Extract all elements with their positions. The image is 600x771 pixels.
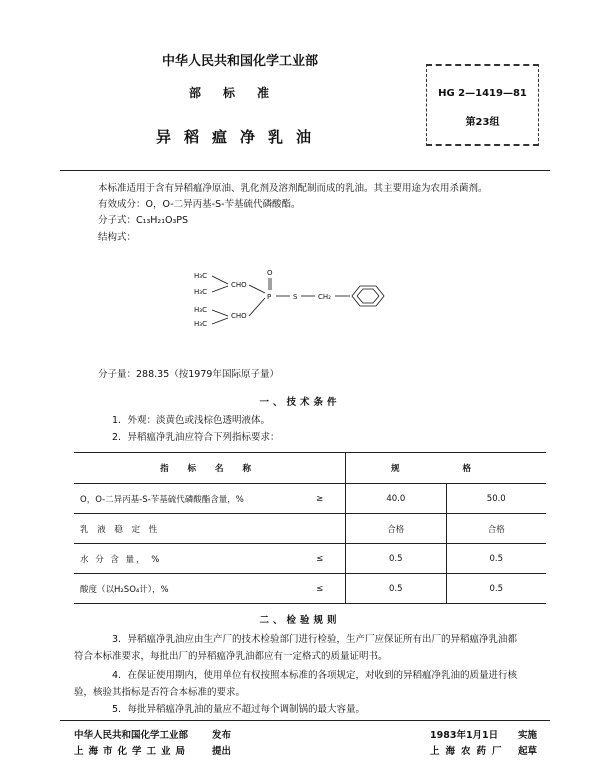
standard-code-box — [426, 64, 539, 146]
row-v2: 50.0 — [446, 484, 546, 514]
section2-item3-line1: 3．异稻瘟净乳油应由生产厂的技术检验部门进行检验，生产厂应保证所有出厂的异稻瘟净乳油都 — [112, 634, 518, 645]
mw-label: 分子量： — [98, 369, 137, 380]
section1-item2: 2．异稻瘟净乳油应符合下列指标要求： — [112, 432, 280, 443]
standard-group: 第23组 — [465, 117, 500, 128]
intro-line2: 有效成分：O，O-二异丙基-S-苄基硫代磷酸酯。 — [98, 199, 301, 210]
footer-drafter: 上海农药厂 — [430, 746, 508, 757]
h3c-2: H₃C — [194, 288, 207, 296]
phosphorus-label: P — [267, 293, 272, 301]
row-name: 乳 液 稳 定 性 — [74, 514, 294, 544]
formula-row — [98, 214, 188, 228]
section2-title: 二、检验规则 — [259, 615, 341, 626]
row-sym: ≤ — [294, 574, 345, 604]
footer-proposer: 上海市化学工业局 — [74, 746, 191, 757]
header-name: 指 标 名 称 — [74, 453, 346, 484]
molecular-weight-row — [98, 368, 279, 382]
oxygen-label: O — [267, 269, 273, 277]
structure-label: 结构式： — [98, 232, 137, 243]
row-v1: 0.5 — [346, 544, 446, 574]
ch2-label: CH₂ — [318, 293, 331, 301]
bond-5 — [249, 285, 265, 293]
spec-table — [74, 452, 546, 604]
row-v1: 合格 — [346, 514, 446, 544]
bond-2 — [212, 286, 228, 292]
row-name: 酸度（以H₂SO₄计），% — [74, 574, 294, 604]
table-row — [74, 574, 546, 604]
table-header-row — [74, 453, 546, 484]
bond-6 — [249, 298, 265, 316]
bond-1 — [212, 276, 228, 284]
bond-3 — [212, 310, 228, 316]
section2-item4-line2: 验，核验其指标是否符合本标准的要求。 — [74, 687, 246, 698]
cho-bottom: CHO — [231, 312, 247, 320]
section2-item4-line1: 4．在保证使用期内，使用单位有权按照本标准的各项规定，对收到的异稻瘟净乳油的质量进行核 — [112, 670, 518, 681]
ministry-title: 中华人民共和国化学工业部 — [161, 54, 318, 69]
row-v1: 0.5 — [346, 574, 446, 604]
section1-title: 一、技术条件 — [259, 397, 341, 408]
row-v2: 合格 — [446, 514, 546, 544]
standard-code: HG 2—1419—81 — [438, 88, 527, 99]
row-name: 水 分 含 量， % — [74, 544, 294, 574]
table-row — [74, 484, 546, 514]
header-spec: 规 格 — [346, 453, 546, 484]
intro-line1: 本标准适用于含有异稻瘟净原油、乳化剂及溶剂配制而成的乳油。其主要用途为农用杀菌剂。 — [98, 183, 488, 194]
dept-standard-label: 部标准 — [188, 86, 291, 100]
row-v1: 40.0 — [346, 484, 446, 514]
row-v2: 0.5 — [446, 544, 546, 574]
section2-item3-line2: 符合本标准要求，每批出厂的异稻瘟净乳油都应有一定格式的质量证明书。 — [74, 651, 388, 662]
benzene-inner-ring — [357, 289, 379, 303]
table-row — [74, 544, 546, 574]
mw-note: （按1979年国际原子量） — [169, 369, 279, 380]
row-sym: ≤ — [294, 544, 345, 574]
footer-issuer: 中华人民共和国化学工业部 — [74, 730, 189, 741]
footer-implement: 实施 — [518, 730, 538, 741]
table-row — [74, 514, 546, 544]
h3c-3: H₃C — [194, 306, 207, 314]
formula-value: C₁₃H₂₁O₃PS — [136, 215, 189, 226]
footer-draft-action: 起草 — [518, 746, 538, 757]
mw-value: 288.35 — [136, 369, 170, 380]
page-title: 异稻瘟净乳油 — [155, 128, 324, 146]
cho-top: CHO — [231, 281, 247, 289]
h3c-1: H₃C — [194, 272, 207, 280]
row-v2: 0.5 — [446, 574, 546, 604]
row-sym: ≥ — [294, 484, 345, 514]
header-divider — [60, 170, 550, 171]
footer-propose-action: 提出 — [212, 746, 232, 757]
section2-item5: 5．每批异稻瘟净乳油的量应不超过每个调制锅的最大容量。 — [112, 704, 366, 715]
formula-label: 分子式： — [98, 215, 137, 226]
footer-issue-action: 发布 — [212, 730, 232, 741]
footer-date: 1983年1月1日 — [430, 730, 499, 741]
row-name: O，O-二异丙基-S-苄基硫代磷酸酯含量，% — [74, 484, 294, 514]
row-sym — [294, 514, 345, 544]
structural-formula — [190, 260, 420, 340]
section1-item1: 1．外观：淡黄色或浅棕色透明液体。 — [112, 415, 271, 426]
sulfur-label: S — [293, 293, 298, 301]
footer-divider — [60, 720, 550, 721]
h3c-4: H₃C — [194, 320, 207, 328]
bond-4 — [212, 318, 228, 324]
